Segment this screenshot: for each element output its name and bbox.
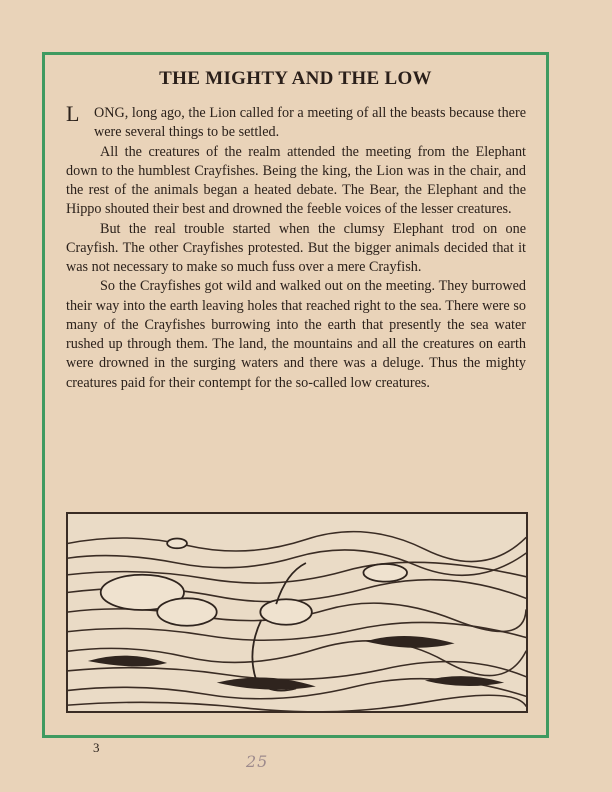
paragraph-2: All the creatures of the realm attended the meeting from the Elephant down to the humblest Crayfishes. Being the king, the Lion was in the chair, and the rest of the animals began a heated debate. The Bear, the Elephant and the Hippo shouted their best and drowned the feeble voices of the lesser creatures. (66, 143, 526, 218)
page-title: THE MIGHTY AND THE LOW (159, 68, 432, 89)
page-number: 3 (93, 740, 100, 755)
story-text (66, 101, 526, 393)
flood-illustration (66, 512, 528, 713)
paragraph-1 (66, 101, 526, 143)
flood-drawing (68, 514, 526, 711)
paragraph-3: But the real trouble started when the clumsy Elephant trod on one Crayfish. The other Crayfishes protested. But the bigger animals decided that it was not necessary to make so much fuss over a mere Crayfish. (66, 220, 526, 275)
paragraph-4: So the Crayfishes got wild and walked out on the meeting. They burrowed their way into the earth leaving holes that reached right to the sea. There were so many of the Crayfishes burrowing into the earth that presently the sea water rushed up through them. The land, the mountains and all the creatures on earth were drowned in the surging waters and there was a deluge. Thus the mighty creatures paid for their contempt for the so-called low creatures. (66, 278, 526, 391)
paragraph-1-text: ONG, long ago, the Lion called for a meeting of all the beasts because there were several things to be settled. (94, 105, 526, 141)
handwritten-note: 25 (246, 752, 269, 771)
drop-cap: L (66, 101, 80, 126)
